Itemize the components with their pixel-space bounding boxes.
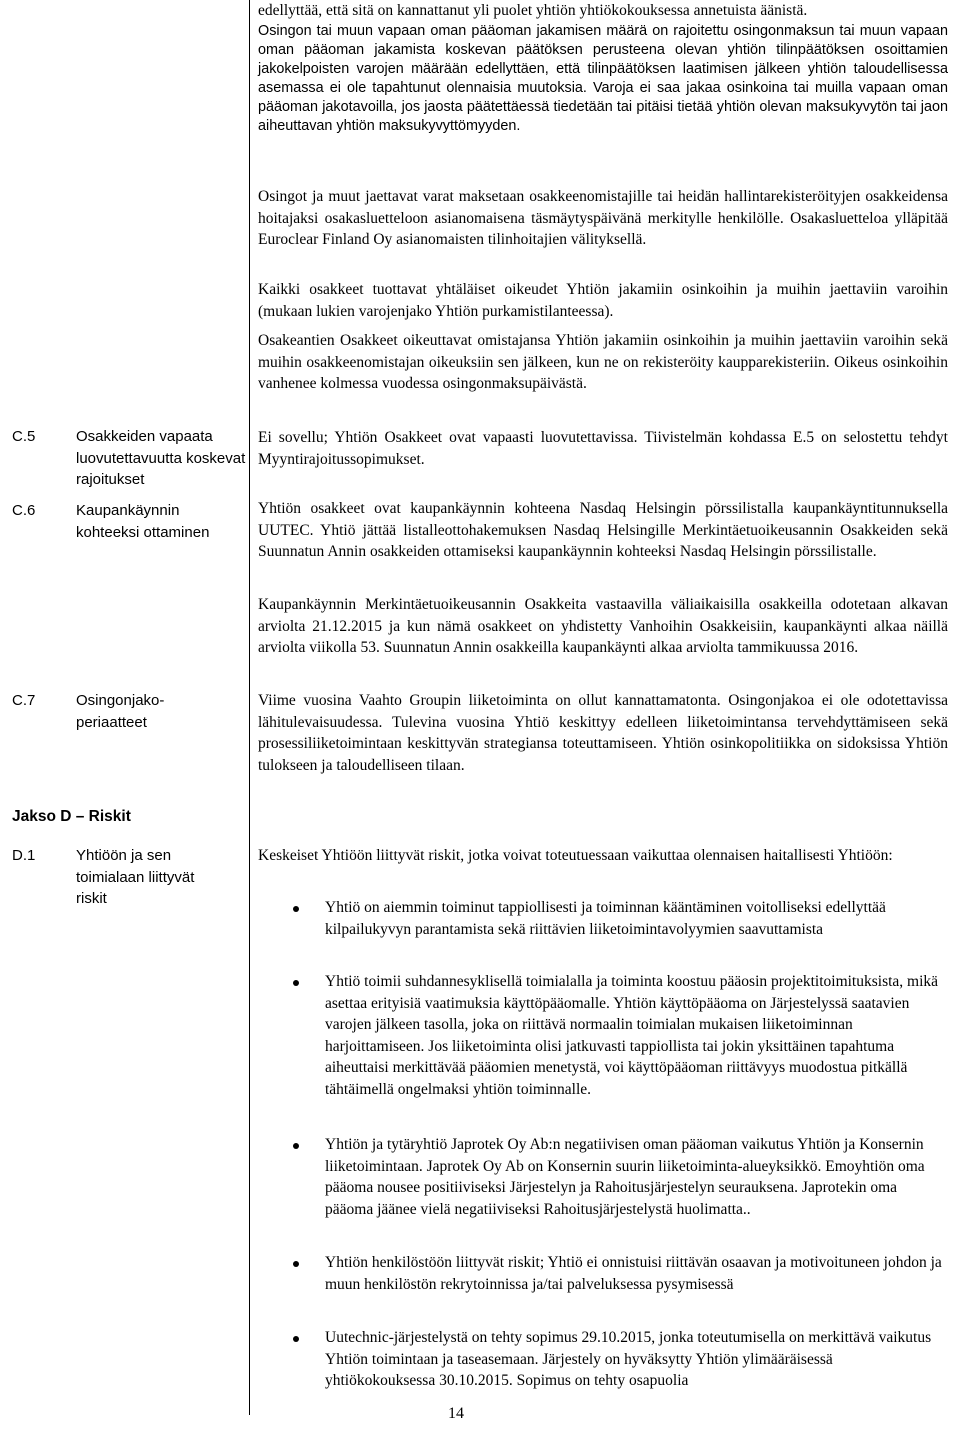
list-item-text: Yhtiön henkilöstöön liittyvät riskit; Yhtiö ei onnistuisi riittävän osaavan ja motivoituneen johdon ja muun henkilöstön rekrytoinnissa ja/tai palveluksessa pysymisessä [325,1254,942,1293]
section-code-c5: C.5 [12,428,36,445]
paragraph-d1-intro: Keskeiset Yhtiöön liittyvät riskit, jotka voivat toteutuessaan vaikuttaa olennaisen haitallisesti Yhtiöön: [258,847,893,864]
paragraph-c6-listing: Yhtiön osakkeet ovat kaupankäynnin kohteena Nasdaq Helsingin pörssilistalla kaupankäyntitunnuksella UUTEC. Yhtiö jättää listalleottohakemuksen Nasdaq Helsingille Merkintäetuoikeusannin Osakkeiden sekä Suunnatun Annin osakkeiden ottamiseksi kaupankäynnin kohteeksi Nasdaq Helsingin pörssilistalle. [258,500,948,560]
section-title-c5: Osakkeiden vapaata luovutettavuutta koskevat rajoitukset [76,428,246,488]
section-heading-d: Jakso D – Riskit [12,808,131,825]
list-item [325,1134,945,1220]
bullet-icon [293,1143,299,1149]
paragraph-equal-rights: Kaikki osakkeet tuottavat yhtäläiset oikeudet Yhtiön jakamiin osinkoihin ja muihin jaettaviin varoihin (mukaan lukien varojenjako Yhtiön purkamistilanteessa). [258,281,948,320]
paragraph-dividend-payment: Osingot ja muut jaettavat varat maksetaan osakkeenomistajille tai heidän hallintarekisteröityjen osakkeidensa hoitajaksi osakasluetteloon asianomaisena täsmäytyspäivänä merkitylle henkilölle. Osakasluetteloa ylläpitää Euroclear Finland Oy asianomaisten tilinhoitajien välityksellä. [258,188,948,248]
list-item [325,971,945,1100]
list-item-text: Yhtiön ja tytäryhtiö Japrotek Oy Ab:n negatiivisen oman pääoman vaikutus Yhtiön ja Konsernin liiketoimintaan. Japrotek Oy Ab on Konsernin suurin liiketoiminta-alueyksikkö. Emoyhtiön oma pääoma nousee positiiviseksi Järjestelyn ja Rahoitusjärjestelyn seurauksena. Japrotekin oma pääoma jäänee vielä negatiiviseksi Rahoitusjärjestelystä huolimatta.. [325,1136,925,1218]
column-divider [249,0,250,1415]
bullet-icon [293,1261,299,1267]
bullet-icon [293,1336,299,1342]
section-code-c6: C.6 [12,502,36,519]
section-code-d1: D.1 [12,847,36,864]
paragraph-distribution-limits: Osingon tai muun vapaan oman pääoman jakamisen määrä on rajoitettu osingonmaksun tai muun vapaan oman pääoman jakamista koskevan päätöksen perusteena olevan yhtiön tilinpäätöksen osoittamien jakokelpoisten varojen määrään edellyttäen, että tilinpäätöksen laatimisen jälkeen yhtiön taloudellisessa asemassa ei ole tapahtunut olennaisia muutoksia. Varoja ei saa jakaa osinkoina tai muilla vapaan oman pääoman jakotavoilla, jos jaosta päätettäessä tiedetään tai pitäisi tietää yhtiön olevan maksukyvytön tai jaon aiheuttavan yhtiön maksukyvyttömyyden. [258,23,948,134]
section-code-c7: C.7 [12,692,36,709]
section-title-d1: Yhtiöön ja sen toimialaan liittyvät riskit [76,847,195,907]
section-title-c7: Osingonjako-periaatteet [76,692,165,731]
bullet-icon [293,980,299,986]
section-title-c6: Kaupankäynnin kohteeksi ottaminen [76,502,210,541]
list-item-text: Yhtiö toimii suhdannesyklisellä toimialalla ja toiminta koostuu pääosin projektitoimituksista, mikä asettaa erityisiä vaatimuksia käyttöpääomalle. Yhtiön käyttöpääoma on Järjestelyssä saatavien varojen jälkeen tasolla, joka on riittävä normaalin toimialan mukaisen liiketoiminnan harjoittamiseen. Jos liiketoiminta olisi jatkuvasti tappiollista tai jokin yksittäinen tapahtuma aiheuttaisi merkittävää pääomien menetystä, voi käyttöpääoman riittävyys muodostua pitkällä tähtäimellä ongelmaksi yhtiön toiminnalle. [325,973,939,1098]
list-item-text: Uutechnic-järjestelystä on tehty sopimus 29.10.2015, jonka toteutumisella on merkittävä vaikutus Yhtiön toimintaan ja taseasemaan. Järjestely on hyväksytty Yhtiön ylimääräisessä yhtiökokouksessa 30.10.2015. Sopimus on tehty osapuolia [325,1329,932,1389]
paragraph-top-end: edellyttää, että sitä on kannattanut yli puolet yhtiön yhtiökokouksessa annetuista äänistä. [258,2,808,19]
paragraph-c6-trading: Kaupankäynnin Merkintäetuoikeusannin Osakkeita vastaavilla väliaikaisilla osakkeilla odotetaan alkavan arviolta 21.12.2015 ja kun nämä osakkeet on yhdistetty Vanhoihin Osakkeisiin, kaupankäynti alkaa näillä arviolta viikolla 53. Suunnatun Annin osakkeilla kaupankäynti alkaa arviolta tammikuussa 2016. [258,596,948,656]
paragraph-new-shares-rights: Osakeantien Osakkeet oikeuttavat omistajansa Yhtiön jakamiin osinkoihin ja muihin jaettaviin varoihin sekä muihin osakkeenomistajan oikeuksiin sen jälkeen, kun ne on rekisteröity kaupparekisteriin. Oikeus osinkoihin vanhenee kolmessa vuodessa osingonmaksupäivästä. [258,332,948,392]
list-item-text: Yhtiö on aiemmin toiminut tappiollisesti ja toiminnan kääntäminen voitolliseksi edellyttää kilpailukyvyn parantamista sekä riittävien liiketoimintavolyymien saavuttamista [325,899,886,938]
page-number: 14 [448,1405,464,1422]
paragraph-c5: Ei sovellu; Yhtiön Osakkeet ovat vapaasti luovutettavissa. Tiivistelmän kohdassa E.5 on selostettu tehdyt Myyntirajoitussopimukset. [258,429,948,468]
list-item [325,1327,945,1392]
bullet-icon [293,906,299,912]
list-item [325,897,945,940]
paragraph-c7: Viime vuosina Vaahto Groupin liiketoiminta on ollut kannattamatonta. Osingonjakoa ei ole odotettavissa lähitulevaisuudessa. Tulevina vuosina Yhtiö keskittyy edelleen liiketoimintansa tervehdyttämiseen sekä prosessiliiketoimintaan keskittyvän strategiansa toteuttamiseen. Yhtiön osinkopolitiikka on sidoksissa Yhtiön tulokseen ja taloudelliseen tilaan. [258,692,948,774]
list-item [325,1252,945,1295]
